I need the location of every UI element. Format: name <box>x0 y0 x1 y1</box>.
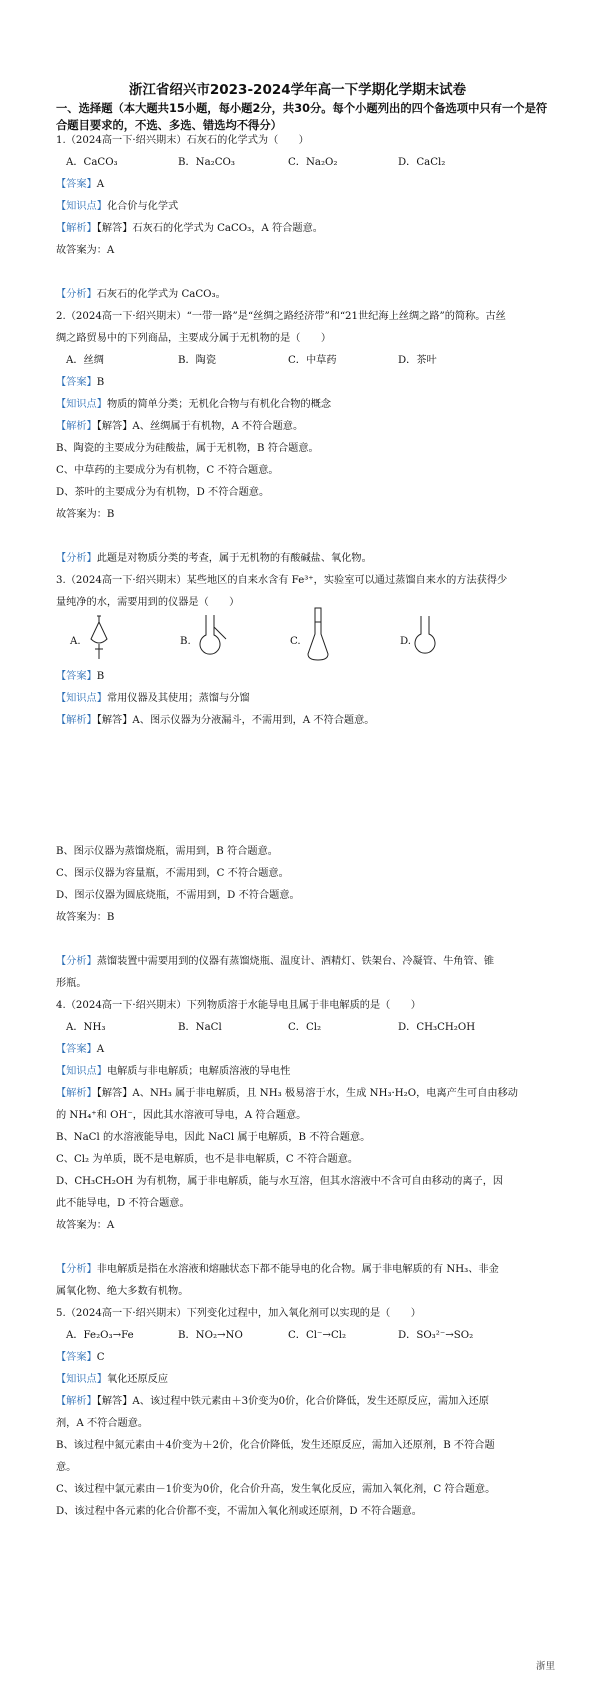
volumetric-flask-icon <box>305 606 331 662</box>
q2-summary <box>56 552 556 565</box>
q2-line-c: C、中草药的主要成分为有机物，C 不符合题意。 <box>56 465 279 476</box>
q5-analysis-text: 【解答】A、该过程中铁元素由＋3价变为0价，化合价降低，发生还原反应，需加入还原 <box>96 1396 489 1407</box>
analysis-label: 【解析】 <box>56 1396 97 1407</box>
knowledge-label: 【知识点】 <box>56 1374 107 1385</box>
analysis-label: 【解析】 <box>56 421 97 432</box>
q3-stem-line2: 量纯净的水，需要用到的仪器是（ ） <box>56 597 240 608</box>
q1-option-a[interactable]: A．CaCO₃ <box>66 157 118 168</box>
q4-summary-text: 非电解质是指在水溶液和熔融状态下都不能导电的化合物。属于非电解质的有 NH₃、非金 <box>96 1264 499 1275</box>
q4-option-b[interactable]: B．NaCl <box>178 1022 222 1033</box>
q4-answer-value: A <box>96 1044 105 1055</box>
analysis-label: 【解析】 <box>56 1088 97 1099</box>
q2-line-b: B、陶瓷的主要成分为硅酸盐，属于无机物，B 符合题意。 <box>56 443 319 454</box>
q2-summary-text: 此题是对物质分类的考查，属于无机物的有酸碱盐、氧化物。 <box>96 553 372 564</box>
q1-summary <box>56 288 556 301</box>
q5-answer-value: C <box>96 1352 105 1363</box>
q4-knowledge <box>56 1065 556 1078</box>
answer-label: 【答案】 <box>56 179 97 190</box>
q2-stem-line1: 2.（2024高一下·绍兴期末）“一带一路”是“丝绸之路经济带”和“21世纪海上丝绸之路”的简称。古丝 <box>56 311 506 322</box>
q3-stem-line1: 3.（2024高一下·绍兴期末）某些地区的自来水含有 Fe³⁺，实验室可以通过蒸馏自来水的方法获得少 <box>56 575 508 586</box>
q2-conclusion: 故答案为：B <box>56 509 115 520</box>
knowledge-label: 【知识点】 <box>56 201 107 212</box>
q3-analysis-text: 【解答】A、图示仪器为分液漏斗，不需用到，A 不符合题意。 <box>96 715 375 726</box>
q5-stem: 5.（2024高一下·绍兴期末）下列变化过程中，加入氧化剂可以实现的是（ ） <box>56 1308 421 1319</box>
q3-summary-text: 蒸馏装置中需要用到的仪器有蒸馏烧瓶、温度计、酒精灯、铁架台、冷凝管、牛角管、锥 <box>96 956 495 967</box>
answer-label: 【答案】 <box>56 671 97 682</box>
analysis-label: 【解析】 <box>56 223 97 234</box>
q5-option-b[interactable]: B．NO₂→NO <box>178 1330 243 1341</box>
q5-line-b2: 意。 <box>56 1462 77 1473</box>
q4-conclusion: 故答案为：A <box>56 1220 115 1231</box>
q2-answer-value: B <box>96 377 105 388</box>
knowledge-label: 【知识点】 <box>56 693 107 704</box>
q1-option-d[interactable]: D．CaCl₂ <box>398 157 446 168</box>
q1-option-b[interactable]: B．Na₂CO₃ <box>178 157 235 168</box>
q3-knowledge <box>56 692 556 705</box>
q5-analysis-line1 <box>56 1395 556 1408</box>
q5-answer <box>56 1351 556 1364</box>
section-heading: 一、选择题（本大题共15小题，每小题2分，共30分。每个小题列出的四个备选项中只有一个是符合题目要求的，不选、多选、错选均不得分） <box>56 102 548 132</box>
knowledge-label: 【知识点】 <box>56 1066 107 1077</box>
q3-analysis <box>56 714 556 727</box>
q3-line-d: D、图示仪器为圆底烧瓶，不需用到，D 不符合题意。 <box>56 890 300 901</box>
q2-knowledge <box>56 398 556 411</box>
q5-option-a[interactable]: A．Fe₂O₃→Fe <box>66 1330 134 1341</box>
distilling-flask-icon <box>196 613 230 657</box>
q2-stem-line2: 绸之路贸易中的下列商品，主要成分属于无机物的是（ ） <box>56 333 332 344</box>
q2-line-d: D、茶叶的主要成分为有机物，D 不符合题意。 <box>56 487 270 498</box>
q4-option-d[interactable]: D．CH₃CH₂OH <box>398 1022 476 1033</box>
q1-knowledge-value: 化合价与化学式 <box>106 201 179 212</box>
q1-option-c[interactable]: C．Na₂O₂ <box>288 157 338 168</box>
q3-answer <box>56 670 556 683</box>
q4-analysis-line1 <box>56 1087 556 1100</box>
knowledge-label: 【知识点】 <box>56 399 107 410</box>
q5-line-b1: B、该过程中氮元素由＋4价变为＋2价，化合价降低，发生还原反应，需加入还原剂，B 不符合题 <box>56 1440 495 1451</box>
q3-option-c[interactable]: C. <box>290 636 301 647</box>
answer-label: 【答案】 <box>56 377 97 388</box>
q3-summary-line2: 形瓶。 <box>56 978 87 989</box>
summary-label: 【分析】 <box>56 553 97 564</box>
q1-answer-value: A <box>96 179 105 190</box>
q4-option-c[interactable]: C．Cl₂ <box>288 1022 322 1033</box>
q2-option-d[interactable]: D．茶叶 <box>398 355 437 366</box>
answer-label: 【答案】 <box>56 1044 97 1055</box>
q5-analysis-line2: 剂，A 不符合题意。 <box>56 1418 149 1429</box>
summary-label: 【分析】 <box>56 289 97 300</box>
analysis-label: 【解析】 <box>56 715 97 726</box>
q4-answer <box>56 1043 556 1056</box>
q2-option-b[interactable]: B．陶瓷 <box>178 355 217 366</box>
q1-analysis <box>56 222 556 235</box>
q5-line-c: C、该过程中氯元素由－1价变为0价，化合价升高，发生氧化反应，需加入氧化剂，C 符合题意。 <box>56 1484 496 1495</box>
page-footer: 浙里 <box>535 1661 555 1672</box>
q5-line-d: D、该过程中各元素的化合价都不变，不需加入氧化剂或还原剂，D 不符合题意。 <box>56 1506 422 1517</box>
q2-option-a[interactable]: A．丝绸 <box>66 355 104 366</box>
q4-line-d2: 此不能导电，D 不符合题意。 <box>56 1198 190 1209</box>
q5-option-d[interactable]: D．SO₃²⁻→SO₂ <box>398 1330 474 1341</box>
q1-summary-text: 石灰石的化学式为 CaCO₃。 <box>96 289 226 300</box>
q4-option-a[interactable]: A．NH₃ <box>66 1022 106 1033</box>
q3-line-b: B、图示仪器为蒸馏烧瓶，需用到，B 符合题意。 <box>56 846 278 857</box>
q3-summary-line1 <box>56 955 556 968</box>
q4-summary-line2: 属氧化物、绝大多数有机物。 <box>56 1286 189 1297</box>
q2-knowledge-value: 物质的简单分类；无机化合物与有机化合物的概念 <box>106 399 332 410</box>
summary-label: 【分析】 <box>56 1264 97 1275</box>
q4-stem: 4.（2024高一下·绍兴期末）下列物质溶于水能导电且属于非电解质的是（ ） <box>56 1000 421 1011</box>
q1-analysis-text: 【解答】石灰石的化学式为 CaCO₃，A 符合题意。 <box>96 223 323 234</box>
q2-option-c[interactable]: C．中草药 <box>288 355 337 366</box>
q2-analysis-text: 【解答】A、丝绸属于有机物，A 不符合题意。 <box>96 421 304 432</box>
answer-label: 【答案】 <box>56 1352 97 1363</box>
q3-line-c: C、图示仪器为容量瓶，不需用到，C 不符合题意。 <box>56 868 289 879</box>
q1-conclusion: 故答案为：A <box>56 245 115 256</box>
q1-answer <box>56 178 556 191</box>
q1-knowledge <box>56 200 556 213</box>
q5-knowledge <box>56 1373 556 1386</box>
round-bottom-flask-icon <box>412 614 438 658</box>
q4-analysis-text: 【解答】A、NH₃ 属于非电解质，且 NH₃ 极易溶于水，生成 NH₃·H₂O，电离产生可自由移动 <box>96 1088 518 1099</box>
q2-analysis <box>56 420 556 433</box>
q3-option-d[interactable]: D. <box>400 636 412 647</box>
separatory-funnel-icon <box>86 613 112 661</box>
summary-label: 【分析】 <box>56 956 97 967</box>
q3-knowledge-value: 常用仪器及其使用；蒸馏与分馏 <box>106 693 250 704</box>
q3-answer-value: B <box>96 671 105 682</box>
q4-line-b: B、NaCl 的水溶液能导电，因此 NaCl 属于电解质，B 不符合题意。 <box>56 1132 371 1143</box>
q5-option-c[interactable]: C．Cl⁻→Cl₂ <box>288 1330 347 1341</box>
q4-summary-line1 <box>56 1263 556 1276</box>
q3-conclusion: 故答案为：B <box>56 912 115 923</box>
q4-line-c: C、Cl₂ 为单质，既不是电解质，也不是非电解质，C 不符合题意。 <box>56 1154 359 1165</box>
q3-option-a[interactable]: A. <box>70 636 81 647</box>
q2-answer <box>56 376 556 389</box>
q4-knowledge-value: 电解质与非电解质；电解质溶液的导电性 <box>106 1066 291 1077</box>
q4-analysis-line2: 的 NH₄⁺和 OH⁻，因此其水溶液可导电，A 符合题意。 <box>56 1110 307 1121</box>
q3-option-b[interactable]: B. <box>180 636 191 647</box>
q5-knowledge-value: 氧化还原反应 <box>106 1374 169 1385</box>
q4-line-d1: D、CH₃CH₂OH 为有机物，属于非电解质，能与水互溶，但其水溶液中不含可自由移动的离子，因 <box>56 1176 504 1187</box>
exam-title: 浙江省绍兴市2023-2024学年高一下学期化学期末试卷 <box>128 82 467 98</box>
q1-stem: 1.（2024高一下·绍兴期末）石灰石的化学式为（ ） <box>56 135 309 146</box>
